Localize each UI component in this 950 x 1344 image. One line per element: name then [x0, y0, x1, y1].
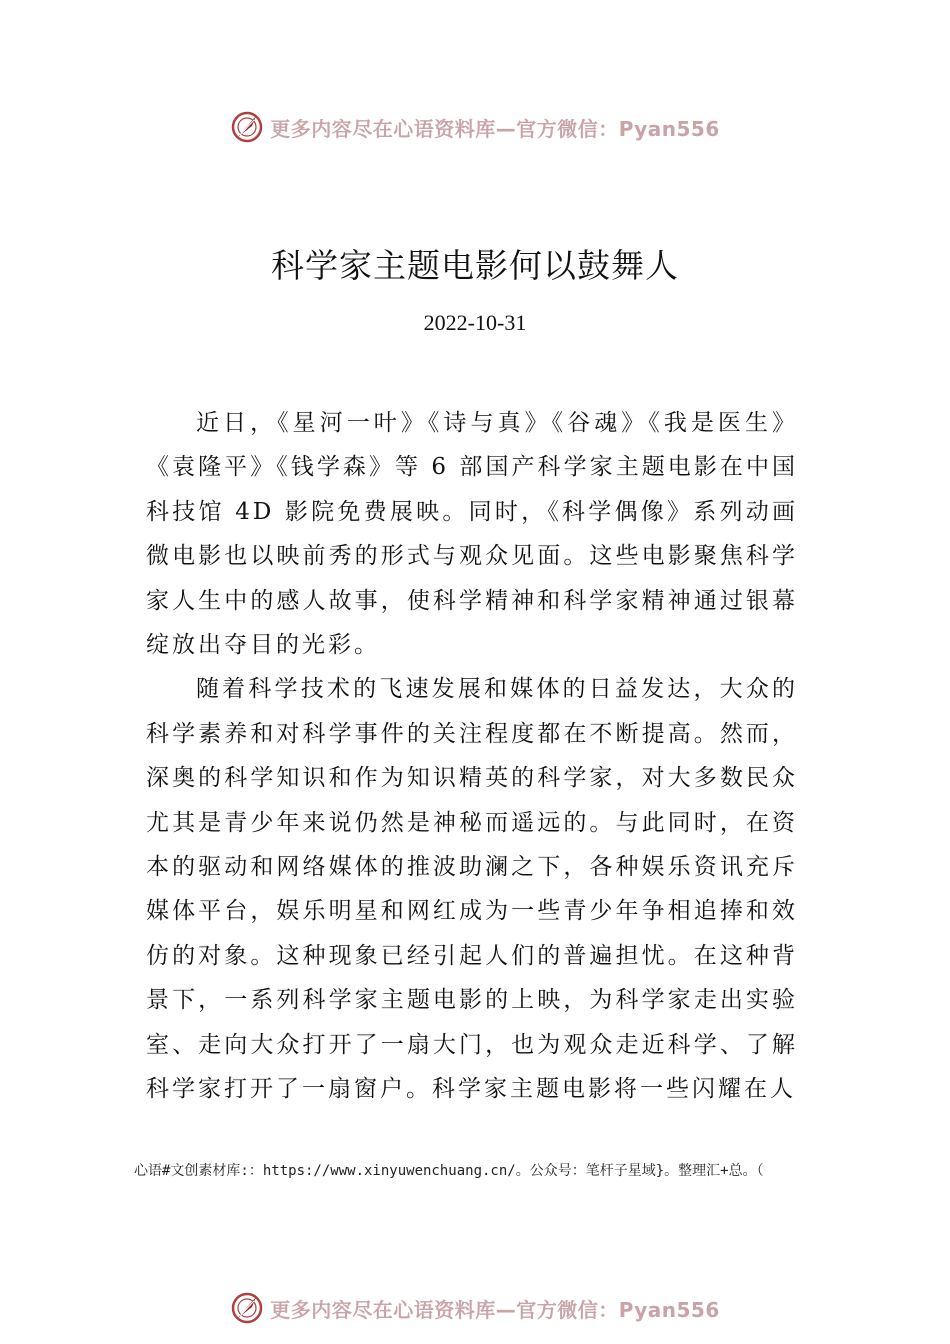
banner-text: 更多内容尽在心语资料库—官方微信：Pyan556 [270, 1297, 720, 1322]
quill-circle-logo [230, 1291, 264, 1325]
article-body [146, 401, 798, 1112]
footer-banner [0, 1288, 950, 1328]
paragraph-1: 近日，《星河一叶》《诗与真》《谷魂》《我是医生》《袁隆平》《钱学森》等 6 部国产科学家主题电影在中国科技馆 4D 影院免费展映。同时，《科学偶像》系列动画微电影也以映前秀的形式与观众见面。这些电影聚焦科学家人生中的感人故事，使科学精神和科学家精神通过银幕绽放出夺目的光彩。 [146, 410, 798, 659]
banner-text: 更多内容尽在心语资料库—官方微信：Pyan556 [270, 116, 720, 141]
article-title: 科学家主题电影何以鼓舞人 [271, 246, 679, 285]
header-banner [0, 107, 950, 147]
paragraph-2: 随着科学技术的飞速发展和媒体的日益发达，大众的科学素养和对科学事件的关注程度都在不断提高。然而， 深奥的科学知识和作为知识精英的科学家，对大多数民众尤其是青少年来说仍然是神秘而遥远的。与此同时，在资本的驱动和网络媒体的推波助澜之下，各种娱乐资讯充斥媒体平台，娱乐明星和网红成为一些青少年争相追捧和效仿的对象。这种现象已经引起人们的普遍担忧。在这种背景下，一系列科学家主题电影的上映，为科学家走出实验室、走向大众打开了一扇大门，也为观众走近科学、了解科学家打开了一扇窗户。科学家主题电影将一些闪耀在人 [146, 676, 798, 1103]
article-date: 2022-10-31 [423, 310, 527, 335]
quill-circle-logo [230, 110, 264, 144]
source-note: 心语#文创素材库:：https://www.xinyuwenchuang.cn/。公众号：笔杆子星域}。整理汇+总。（ [134, 1163, 764, 1179]
